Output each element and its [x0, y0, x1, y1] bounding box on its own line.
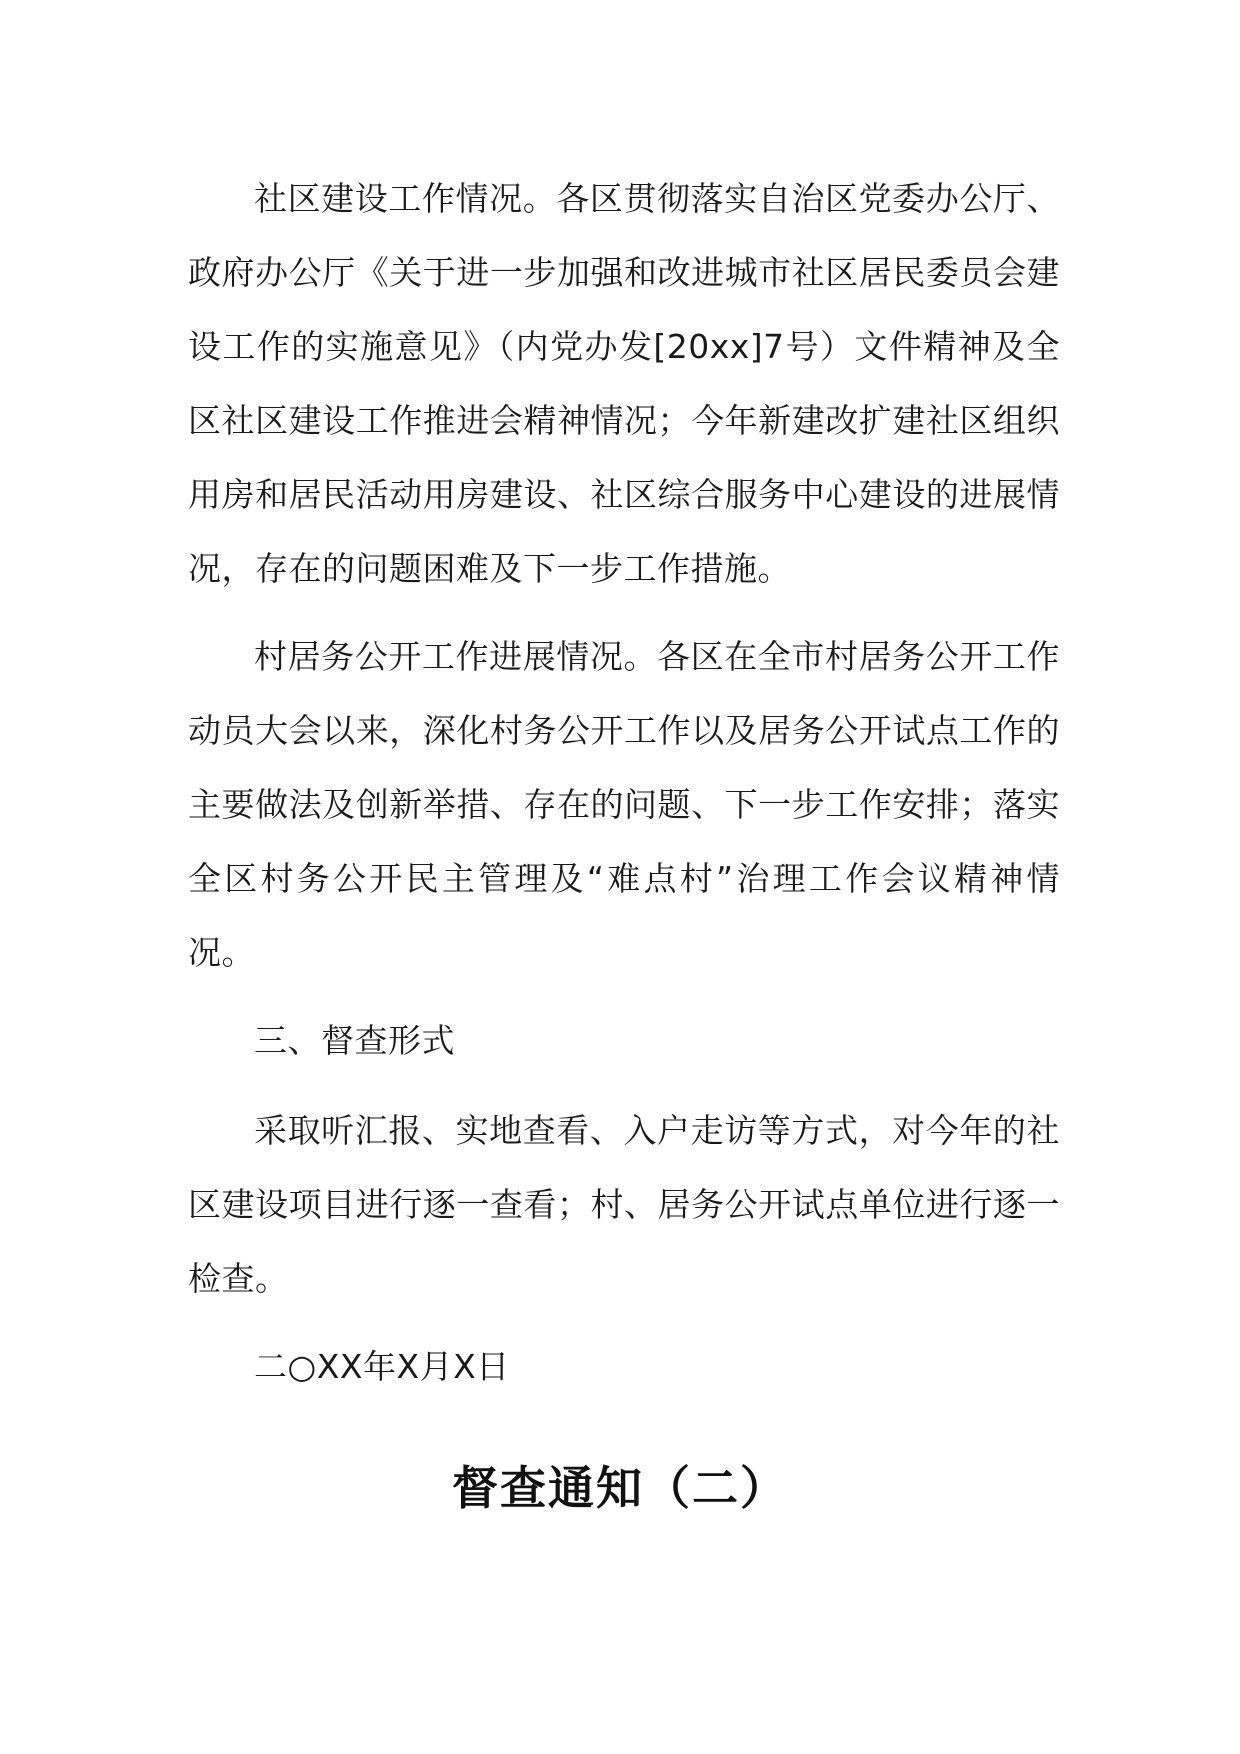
paragraph-community-construction: 社区建设工作情况。各区贯彻落实自治区党委办公厅、政府办公厅《关于进一步加强和改进城市社区居民委员会建设工作的实施意见》（内党办发[20xx]7号）文件精神及全区社区建设工作推进会精神情况；今年新建改扩建社区组织用房和居民活动用房建设、社区综合服务中心建设的进展情况，存在的问题困难及下一步工作措施。: [188, 179, 1060, 588]
next-document-title: 督查通知（二）: [452, 1461, 788, 1515]
document-body: [188, 162, 1060, 1404]
section-heading-inspection-form: 三、督查形式: [254, 1021, 455, 1060]
document-date: 二○XX年X月X日: [254, 1347, 510, 1386]
paragraph-inspection-method: 采取听汇报、实地查看、入户走访等方式，对今年的社区建设项目进行逐一查看；村、居务公开试点单位进行逐一检查。: [188, 1111, 1060, 1298]
paragraph-village-affairs-disclosure: 村居务公开工作进展情况。各区在全市村居务公开工作动员大会以来，深化村务公开工作以及居务公开试点工作的主要做法及创新举措、存在的问题、下一步工作安排；落实全区村务公开民主管理及“难点村”治理工作会议精神情况。: [188, 637, 1060, 972]
